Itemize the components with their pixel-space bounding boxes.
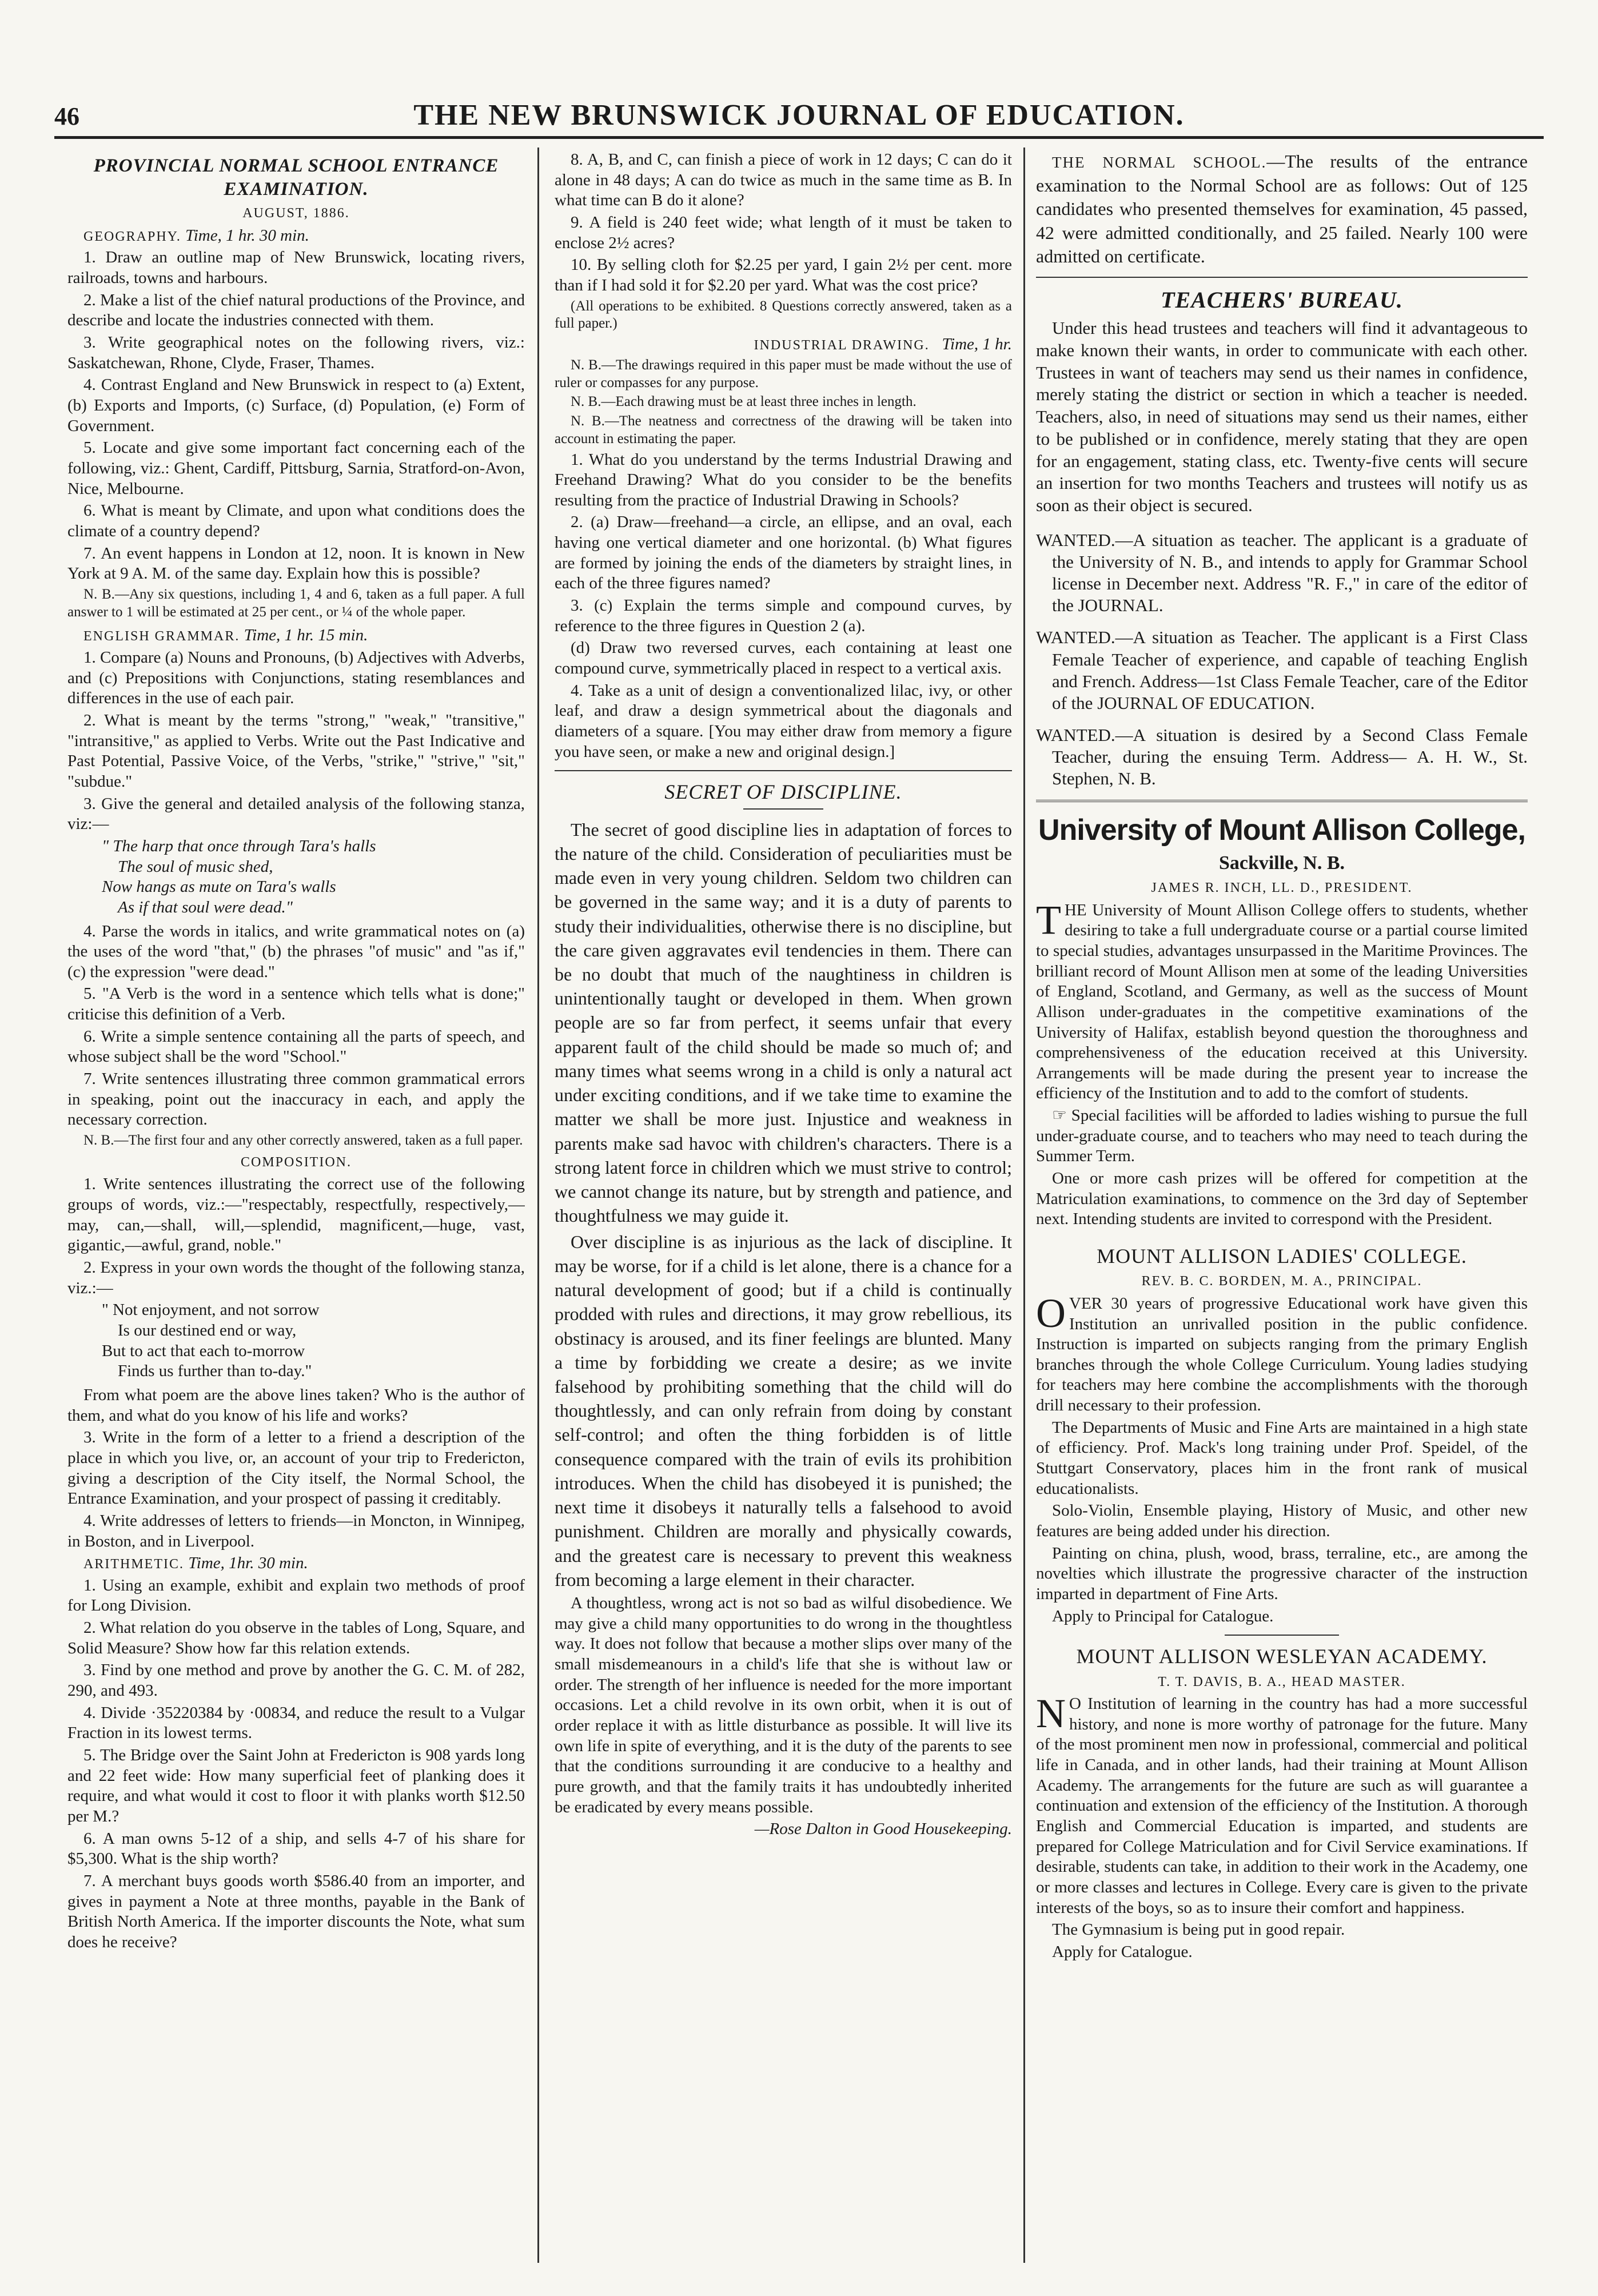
academy-paragraph: Apply for Catalogue. (1052, 1943, 1193, 1961)
ladies-paragraph: Painting on china, plush, wood, brass, terraline, etc., are among the novelties which illustrate the progressive character of the instruction imparted in department of Fine Arts. (1036, 1544, 1528, 1604)
exam-title: PROVINCIAL NORMAL SCHOOL ENTRANCE EXAMINATION. (93, 156, 499, 200)
question: 4. Take as a unit of design a conventionalized lilac, ivy, or other leaf, and draw a design symmetrical about the diagonals and diameters of a square. [You may either draw from memory a figure you have seen, or make a new and original design.] (555, 681, 1012, 761)
column-1 (67, 150, 525, 2265)
wanted-ad: WANTED.—A situation as teacher. The applicant is a graduate of the University of N. B., and intends to apply for Grammar School license in December next. Address "R. F.," in care of the editor of the JOURNAL. (1036, 529, 1528, 616)
header-rule (54, 136, 1544, 139)
question: 2. (a) Draw—freehand—a circle, an ellipse, and an oval, each having one vertical diameter and one horizontal. (b) What figures are formed by joining the ends of the diameters by straight lines, in each of the three figures named? (555, 513, 1012, 593)
column-2 (555, 150, 1012, 2265)
question: 1. Write sentences illustrating the correct use of the following groups of words, viz.:—"respectably, respectfully, respectively,—may, can,—shall, will,—splendid, magnificent,—huge, vast, gigantic,—awful, grand, noble." (67, 1175, 525, 1255)
section-heading: GEOGRAPHY. Time, 1 hr. 30 min. (83, 226, 309, 245)
question: 8. A, B, and C, can finish a piece of work in 12 days; C can do it alone in 48 days; A can do twice as much in the same time as B. In what time can B do it alone? (555, 150, 1012, 210)
ladies-college-title: MOUNT ALLISON LADIES' COLLEGE. (1097, 1245, 1467, 1268)
article-author: —Rose Dalton in Good Housekeeping. (754, 1820, 1012, 1839)
column-3 (1036, 150, 1528, 2265)
column-divider-1 (537, 148, 539, 2263)
question: 2. What is meant by the terms "strong," "weak," "transitive," "intransitive," as applied to Verbs. Write out the Past Indicative and Past Potential, Passive Voice, of the Verbs, "strike," "strive," "sit," "subdue." (67, 711, 525, 791)
bureau-text: Under this head trustees and teachers will find it advantageous to make known their wants, in order to communicate with each other. Trustees in want of teachers may send us their names in confidence, merely stating the district or section in which a teacher is needed. Teachers, also, in need of situations may send us their names, either to be published or in confidence, merely stating that they are open for an engagement, stating class, etc. Twenty-five cents will secure an insertion for two months Teachers and trustees will notify us as soon as their object is secured. (1036, 318, 1528, 516)
section-rule (1036, 800, 1528, 802)
question: 3. Give the general and detailed analysis of the following stanza, viz:— (67, 794, 525, 834)
university-paragraph: THE University of Mount Allison College offers to students, whether desiring to take a full undergraduate course or a partial course limited to special studies, advantages unsurpassed in the Maritime Provinces. The brilliant record of Mount Allison men at some of the leading Universities of England, Scotland, and Germany, as well as the success of Mount Allison under-graduates in the competitive examinations of the University of Halifax, establish beyond question the thoroughness and comprehensiveness of the education received at this University. Arrangements will be made during the present year to increase the efficiency of the Institution and to add to the comfort of students. (1036, 896, 1528, 1103)
question: 7. An event happens in London at 12, noon. It is known in New York at 9 A. M. of the same day. Explain how this is possible? (67, 544, 525, 583)
title-rule (743, 808, 823, 810)
question: 3. Write geographical notes on the following rivers, viz.: Saskatchewan, Rhone, Clyde, Fraser, Thames. (67, 333, 525, 372)
note: N. B.—Any six questions, including 1, 4 and 6, taken as a full paper. A full answer to 1 will be estimated at 25 per cent., or ¼ of the whole paper. (67, 586, 525, 620)
section-heading: INDUSTRIAL DRAWING. Time, 1 hr. (754, 335, 1012, 354)
question: (d) Draw two reversed curves, each containing at least one compound curve, symmetrically placed in respect to a vertical axis. (555, 639, 1012, 678)
question: 1. Compare (a) Nouns and Pronouns, (b) Adjectives with Adverbs, and (c) Prepositions with Conjunctions, stating resemblances and differences in the use of each pair. (67, 648, 525, 708)
academy-paragraph: The Gymnasium is being put in good repair. (1052, 1920, 1345, 1939)
page-header (0, 0, 1598, 143)
article-title: SECRET OF DISCIPLINE. (664, 780, 902, 804)
question: 1. What do you understand by the terms Industrial Drawing and Freehand Drawing? What do you consider to be the benefits resulting from the practice of Industrial Drawing in Schools? (555, 450, 1012, 509)
question: 6. What is meant by Climate, and upon what conditions does the climate of a country depend? (67, 501, 525, 540)
question: 5. "A Verb is the word in a sentence which tells what is done;" criticise this definition of a Verb. (67, 984, 525, 1024)
question: 2. What relation do you observe in the tables of Long, Square, and Solid Measure? Show how far this relation extends. (67, 1619, 525, 1657)
section-rule (1225, 1635, 1339, 1636)
university-paragraph: ☞ Special facilities will be afforded to ladies wishing to pursue the full under-graduate course, and to teachers who may need to teach during the Summer Term. (1036, 1106, 1528, 1166)
question: 3. (c) Explain the terms simple and compound curves, by reference to the three figures in Question 2 (a). (555, 596, 1012, 635)
ladies-paragraph: The Departments of Music and Fine Arts are maintained in a high state of efficiency. Prof. Mack's long training under Prof. Speidel, of the Stuttgart Conservatory, places him in the front rank of musical educationalists. (1036, 1418, 1528, 1498)
bureau-title: TEACHERS' BUREAU. (1161, 286, 1403, 313)
journal-title: THE NEW BRUNSWICK JOURNAL OF EDUCATION. (413, 99, 1185, 131)
question: 2. Express in your own words the thought of the following stanza, viz.:— (67, 1258, 525, 1297)
ladies-college-principal: REV. B. C. BORDEN, M. A., PRINCIPAL. (1141, 1274, 1422, 1289)
wanted-ad: WANTED.—A situation is desired by a Second Class Female Teacher, during the ensuing Term. Address— A. H. W., St. Stephen, N. B. (1036, 724, 1528, 789)
column-divider-2 (1023, 148, 1025, 2263)
question: 4. Divide ·35220384 by ·00834, and reduce the result to a Vulgar Fraction in its lowest terms. (67, 1703, 525, 1743)
university-paragraph: One or more cash prizes will be offered for competition at the Matriculation examinations, to commence on the 3rd day of September next. Intending students are invited to correspond with the President. (1036, 1169, 1528, 1229)
question: 2. Make a list of the chief natural productions of the Province, and describe and locate the industries connected with them. (67, 290, 525, 330)
question: 6. A man owns 5-12 of a ship, and sells 4-7 of his share for $5,300. What is the ship worth? (67, 1829, 525, 1868)
question: 7. A merchant buys goods worth $586.40 from an importer, and gives in payment a Note at three months, payable in the Bank of British North America. If the importer discounts the Note, what sum does he receive? (67, 1872, 525, 1951)
question: 4. Contrast England and New Brunswick in respect to (a) Extent, (b) Exports and Imports, (c) Surface, (d) Population, (e) Form of Government. (67, 376, 525, 435)
question: 3. Find by one method and prove by another the G. C. M. of 282, 290, and 493. (67, 1661, 525, 1700)
article-paragraph: The secret of good discipline lies in adaptation of forces to the nature of the child. Consideration of peculiarities must be made even in very young children. Seldom two children can be governed in the same way; and it is a duty of parents to study their individualities, otherwise there is no discipline, but the care given aggravates evil tendencies in them. There can be no doubt that much of the naughtiness in children is unintentionally taught or developed in them. When grown people are so far from perfect, it seems unfair that every apparent fault of the child should be made so much of; and many times what seems wrong in a child is only a natural act under exciting conditions, and if we take time to examine the matter we shall be more just. Injustice and weakness in parents make sad havoc with children's characters. There is a strong latent force in children which we must strive to control; we cannot change its nature, but by strength and patience, and thoughtfulness we may guide it. (555, 819, 1012, 1226)
question: 7. Write sentences illustrating three common grammatical errors in speaking, point out the inaccuracy in each, and apply the necessary correction. (67, 1070, 525, 1129)
note: N. B.—Each drawing must be at least three inches in length. (571, 394, 916, 410)
question: 5. The Bridge over the Saint John at Fredericton is 908 yards long and 22 feet wide: How many superficial feet of planking does it require, and what would it cost to floor it with planks worth $12.50 per M.? (67, 1746, 525, 1826)
exam-date: AUGUST, 1886. (242, 206, 350, 221)
article-paragraph: Over discipline is as injurious as the lack of discipline. It may be worse, for if a child is let alone, there is a chance for a natural development of good; but if a child is continually prodded with rules and directions, it may grow rebellious, its obstinacy is aroused, and its finer feelings are blunted. Many a time by forbidding we create a desire; as we invite falsehood by prohibiting something that the child will do thoughtlessly, and can only refrain from doing by constant self-control; and often the thing forbidden is of little consequence compared with the train of evils its prohibition introduces. When the child has disobeyed it is punished; the next time it disobeys it naturally tells a falsehood to avoid punishment. Children are morally and physically cowards, and the greatest care is necessary to prevent this weakness from becoming a large element in their character. (555, 1231, 1012, 1590)
question: 5. Locate and give some important fact concerning each of the following, viz.: Ghent, Cardiff, Pittsburg, Sarnia, Stratford-on-Avon, Nice, Melbourne. (67, 439, 525, 498)
stanza-tara: " The harp that once through Tara's halls The soul of music shed, Now hangs as mute on Tara's walls As if that soul were dead." (102, 836, 376, 916)
section-rule (555, 770, 1012, 771)
page-number: 46 (54, 102, 79, 130)
question: 6. Write a simple sentence containing all the parts of speech, and whose subject shall be the word "School." (67, 1027, 525, 1066)
academy-paragraph: N O Institution of learning in the country has had a more successful history, and none is more worthy of patronage for the future. Many of the most prominent men now in professional, commercial and political life in Canada, and in other lands, had their training at Mount Allison Academy. The arrangements for the future are such as will guarantee a continuation and extension of the efficiency of the Institution. A thorough English and Commercial Education is imparted, and students are prepared for College Matriculation and for Civil Service examinations. If desirable, students can take, in addition to their work in the Academy, one or more classes and lectures in College. Every care is given to the private interests of the boys, so as to insure their comfort and happiness. (1036, 1691, 1528, 1917)
note: (All operations to be exhibited. 8 Questions correctly answered, taken as a full paper.) (555, 298, 1012, 332)
ladies-paragraph: Apply to Principal for Catalogue. (1052, 1607, 1274, 1625)
question: 4. Parse the words in italics, and write grammatical notes on (a) the uses of the word "that," (b) the phrases "of music" and "as if," (c) the expression "were dead." (67, 922, 525, 981)
question: 4. Write addresses of letters to friends—in Moncton, in Winnipeg, in Boston, and in Liverpool. (67, 1511, 525, 1550)
ladies-paragraph: OVER 30 years of progressive Educational work have given this Institution an unrivalled position in the public confidence. Instruction is imparted on subjects ranging from the primary English branches through the whole College Curriculum. Young ladies studying for teachers may here combine the accomplishments with the thorough drill necessary to their profession. (1036, 1290, 1528, 1415)
section-heading: ENGLISH GRAMMAR. Time, 1 hr. 15 min. (83, 626, 368, 645)
section-rule (1036, 277, 1528, 278)
university-title: University of Mount Allison College, (1038, 814, 1525, 847)
question: 10. By selling cloth for $2.25 per yard, I gain 2½ per cent. more than if I had sold it for $2.20 per yard. What was the cost price? (555, 256, 1012, 294)
question: 9. A field is 240 feet wide; what length of it must be taken to enclose 2½ acres? (555, 213, 1012, 252)
question: 1. Using an example, exhibit and explain two methods of proof for Long Division. (67, 1576, 525, 1615)
wanted-ad: WANTED.—A situation as Teacher. The applicant is a First Class Female Teacher of experience, and capable of teaching English and French. Address—1st Class Female Teacher, care of the Editor of the JOURNAL OF EDUCATION. (1036, 627, 1528, 713)
question: 3. Write in the form of a letter to a friend a description of the place in which you live, or, an account of your trip to Fredericton, giving a description of the City itself, the Normal School, the Entrance Examination, and your prospect of passing it creditably. (67, 1428, 525, 1508)
section-heading: COMPOSITION. (240, 1154, 352, 1170)
university-place: Sackville, N. B. (1218, 852, 1345, 874)
academy-title: MOUNT ALLISON WESLEYAN ACADEMY. (1076, 1645, 1488, 1668)
academy-head-master: T. T. DAVIS, B. A., HEAD MASTER. (1158, 1674, 1406, 1689)
question: From what poem are the above lines taken? Who is the author of them, and what do you know of his life and works? (67, 1385, 525, 1425)
note: N. B.—The drawings required in this paper must be made without the use of ruler or compasses for any purpose. (555, 357, 1012, 390)
article-paragraph: A thoughtless, wrong act is not so bad as wilful disobedience. We may give a child many opportunities to do wrong in the thoughtless way. It does not follow that because a mother slips over many of the small misdemeanours in a child's life that she is without law or order. The strength of her influence is needed for the more important occasions. Let a child revolve in its own orbit, when it is out of order replace it with as little disturbance as possible. It will live its own life in spite of everything, and it is the duty of the parents to see that the conditions surrounding it are conducive to a healthy and pure growth, and that the family traits it has undoubtedly inherited be eradicated by every means possible. (555, 1594, 1012, 1816)
normal-school-notice: THE NORMAL SCHOOL.—The results of the entrance examination to the Normal School are as follows: Out of 125 candidates who presented themselves for examination, 45 passed, 42 were admitted conditionally, and 25 failed. Nearly 100 were admitted on certificate. (1036, 151, 1528, 267)
ladies-paragraph: Solo-Violin, Ensemble playing, History of Music, and other new features are being added under his direction. (1036, 1501, 1528, 1541)
stanza-psalm: " Not enjoyment, and not sorrow Is our destined end or way, But to act that each to-morrow Finds us further than to-day." (102, 1301, 320, 1381)
section-heading: ARITHMETIC. Time, 1hr. 30 min. (83, 1554, 308, 1573)
university-president: JAMES R. INCH, LL. D., PRESIDENT. (1151, 880, 1413, 896)
note: N. B.—The neatness and correctness of the drawing will be taken into account in estimating the paper. (555, 413, 1012, 447)
note: N. B.—The first four and any other correctly answered, taken as a full paper. (83, 1133, 523, 1149)
question: 1. Draw an outline map of New Brunswick, locating rivers, railroads, towns and harbours. (67, 248, 525, 287)
